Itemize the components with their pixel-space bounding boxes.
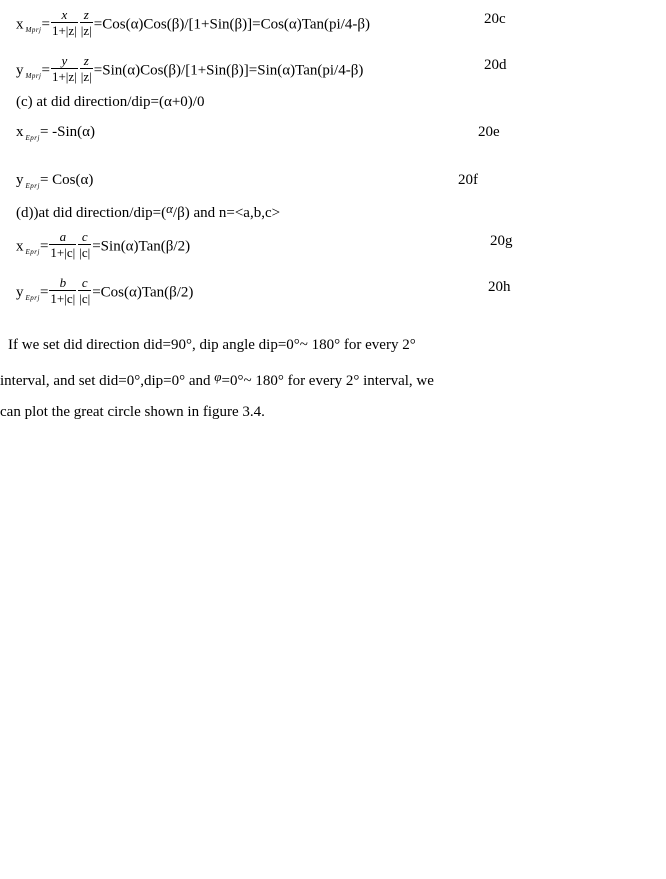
equation-number: 20g xyxy=(490,233,513,249)
equation-number: 20f xyxy=(458,172,478,188)
fraction-numerator: a xyxy=(49,230,76,245)
equation-20f xyxy=(0,168,666,204)
paragraph-line-1: If we set did direction did=90°, dip angle dip=0°~ 180° for every 2° xyxy=(8,337,416,353)
subscript: Mprj xyxy=(25,26,42,35)
equation-20g xyxy=(0,226,666,262)
equation-rhs: =Cos(α)Tan(β/2) xyxy=(92,284,194,301)
fraction-denominator: 1+|c| xyxy=(50,245,76,260)
paragraph-text-after: =0°~ 180° for every 2° interval, we xyxy=(221,373,434,389)
equation-rhs: =Cos(α)Cos(β)/[1+Sin(β)]=Cos(α)Tan(pi/4-β) xyxy=(93,16,371,33)
subscript: Eprj xyxy=(25,182,40,190)
alpha-symbol: α xyxy=(166,201,173,216)
fraction-denominator: 1+|z| xyxy=(51,69,77,84)
variable: y xyxy=(16,284,24,301)
section-heading-d xyxy=(16,201,281,222)
phi-symbol: φ xyxy=(214,369,222,384)
paragraph-line-3: can plot the great circle shown in figure 3.4. xyxy=(0,404,265,420)
fraction xyxy=(49,230,76,260)
heading-text-after: /β) and n=<a,b,c> xyxy=(172,205,281,221)
equation-20d xyxy=(0,50,666,86)
fraction-denominator: |z| xyxy=(80,69,92,84)
equation-lhs xyxy=(16,275,194,308)
subscript: Eprj xyxy=(25,134,40,142)
equation-number: 20e xyxy=(478,124,500,140)
fraction-denominator: |c| xyxy=(79,245,91,260)
subscript: Mprj xyxy=(25,72,42,81)
equation-lhs xyxy=(16,124,95,141)
fraction-numerator: c xyxy=(78,276,91,291)
equation-lhs xyxy=(16,53,364,86)
equation-lhs xyxy=(16,229,191,262)
equals-sign: = xyxy=(41,62,50,79)
fraction-denominator: 1+|z| xyxy=(51,23,77,38)
fraction-numerator: z xyxy=(80,54,93,69)
variable: y xyxy=(16,62,24,79)
equation-20e xyxy=(0,120,666,156)
equals-sign: = xyxy=(39,238,49,255)
fraction-numerator: c xyxy=(78,230,91,245)
equals-sign: = xyxy=(41,16,50,33)
section-heading-c: (c) at did direction/dip=(α+0)/0 xyxy=(16,94,205,110)
equals-sign: = xyxy=(39,284,49,301)
equation-20h xyxy=(0,272,666,308)
fraction xyxy=(80,8,93,38)
subscript: Eprj xyxy=(25,248,40,257)
fraction-numerator: z xyxy=(80,8,93,23)
equation-20c xyxy=(0,4,666,40)
equation-rhs: =Sin(α)Cos(β)/[1+Sin(β)]=Sin(α)Tan(pi/4-β) xyxy=(93,62,364,79)
subscript: Eprj xyxy=(25,294,40,303)
heading-text-before: (d))at did direction/dip=( xyxy=(16,205,167,221)
fraction xyxy=(80,54,93,84)
paragraph-line-2 xyxy=(0,369,434,390)
fraction xyxy=(51,54,78,84)
fraction xyxy=(51,8,78,38)
fraction-denominator: |c| xyxy=(79,291,91,306)
variable: x xyxy=(16,238,24,255)
variable: y xyxy=(16,172,24,188)
fraction-denominator: 1+|c| xyxy=(50,291,76,306)
equation-number: 20d xyxy=(484,57,507,73)
equation-number: 20c xyxy=(484,11,506,27)
fraction-numerator: b xyxy=(49,276,76,291)
variable: x xyxy=(16,124,24,140)
equation-number: 20h xyxy=(488,279,511,295)
variable: x xyxy=(16,16,24,33)
equation-rhs: = Cos(α) xyxy=(39,172,94,188)
fraction xyxy=(78,276,91,306)
fraction-numerator: y xyxy=(51,54,78,69)
equation-lhs xyxy=(16,172,93,189)
fraction-numerator: x xyxy=(51,8,78,23)
fraction-denominator: |z| xyxy=(80,23,92,38)
fraction xyxy=(49,276,76,306)
equation-rhs: =Sin(α)Tan(β/2) xyxy=(92,238,191,255)
fraction xyxy=(78,230,91,260)
paragraph-text-before: interval, and set did=0°,dip=0° and xyxy=(0,373,215,389)
equation-rhs: = -Sin(α) xyxy=(39,124,96,140)
equation-lhs xyxy=(16,7,371,40)
